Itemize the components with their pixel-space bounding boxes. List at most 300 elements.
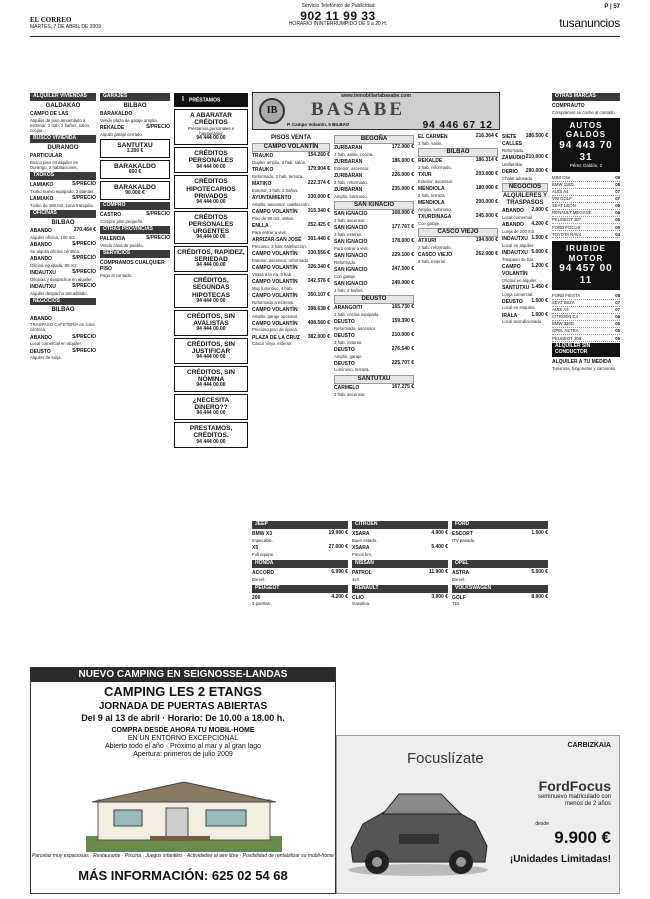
camping-amenities: Parcelas muy espaciosas · Restaurante · Piscina · Juegos infantiles · Actividades al aire libre · Posibilidad de rentabilizar su mobil-home	[32, 853, 334, 859]
page-number: P | 57	[604, 4, 620, 10]
classified-ad[interactable]	[334, 347, 414, 359]
classified-ad[interactable]	[334, 225, 414, 237]
ad-text: 2 hab, terraza.	[418, 192, 446, 198]
ad-price: 3.900 €	[431, 593, 448, 600]
classified-ad[interactable]	[252, 545, 348, 557]
classified-ad[interactable]	[334, 239, 414, 251]
ad-price: 326.340 €	[307, 263, 330, 270]
ad-price: 19.990 €	[328, 529, 348, 536]
classified-ad[interactable]	[502, 155, 548, 167]
loan-ad-box[interactable]	[174, 211, 248, 244]
ad-heading: ABANDO	[502, 221, 524, 228]
loan-ad-box[interactable]	[174, 109, 248, 145]
classified-ad[interactable]	[252, 265, 330, 277]
loan-ad-box[interactable]	[174, 310, 248, 336]
service-block	[268, 4, 408, 28]
ad-heading: ZURBARAN	[334, 172, 363, 179]
listing-year: 07	[615, 307, 620, 313]
ad-heading: ENLLA	[252, 222, 269, 229]
motor-brand-block	[252, 584, 348, 609]
ad-heading: CAMPO VOLANTÍN	[252, 278, 298, 285]
classified-ad[interactable]	[502, 134, 548, 153]
dealer-listing-row[interactable]	[552, 328, 620, 335]
ad-heading: ZURBARAN	[334, 145, 363, 152]
dealer-listing-row[interactable]	[552, 175, 620, 182]
ad-price: 1.500 €	[531, 529, 548, 536]
ad-text: Pago al contado.	[100, 273, 133, 279]
section-header: JEEP	[252, 521, 348, 529]
banner-phone: 94 457 00 11	[559, 263, 613, 286]
ad-heading: CAMPO VOLANTÍN	[252, 250, 298, 257]
listing-model: FORD FIESTA	[552, 293, 581, 299]
classified-ad[interactable]	[334, 211, 414, 223]
classified-ad[interactable]	[502, 313, 548, 325]
ad-price: 1.200 €	[531, 262, 548, 269]
section-header: SERVICIOS	[100, 250, 170, 258]
listing-model: BMW 118D	[552, 182, 574, 188]
ad-price: 27.000 €	[328, 543, 348, 550]
section-header: NEGOCIOS	[30, 298, 96, 306]
classified-ad[interactable]	[418, 172, 498, 184]
listing-model: VW GOLF	[552, 196, 572, 202]
ad-text: Reformado, ascensor.	[334, 325, 377, 331]
ad-text: Lonja comercial.	[502, 291, 534, 297]
ad-heading: XSARA	[352, 544, 370, 551]
classified-ad[interactable]	[30, 228, 96, 240]
classified-ad[interactable]	[334, 281, 414, 293]
section-subheader: PISOS VENTA	[271, 135, 311, 141]
ad-text: Compramos su coche al contado.	[552, 109, 617, 115]
classified-ad[interactable]	[452, 595, 548, 607]
loan-phone: 94 444 00 00	[196, 410, 226, 417]
loan-ad-box[interactable]	[174, 366, 248, 392]
loan-ad-box[interactable]	[174, 274, 248, 307]
ad-price: S/PRECIO	[72, 254, 96, 261]
ad-heading: DEUSTO	[30, 348, 51, 355]
loan-phone: 94 444 00 00	[196, 297, 226, 304]
classified-ad[interactable]	[418, 186, 498, 198]
classified-ad[interactable]	[30, 349, 96, 361]
area-subheader: SANTUTXU	[334, 375, 414, 384]
ad-price: S/PRECIO	[72, 282, 96, 289]
box-price: 1.200 €	[126, 148, 144, 155]
classified-ad[interactable]	[334, 319, 414, 331]
ad-text: Turismos, furgonetas y camiones.	[552, 365, 617, 371]
classified-ad[interactable]	[252, 195, 330, 207]
classified-ad[interactable]	[352, 570, 448, 582]
motor-brand-block	[252, 559, 348, 584]
ad-price: 210.000 €	[525, 153, 548, 160]
loan-ad-box[interactable]	[174, 246, 248, 272]
ad-heading: X5	[252, 544, 259, 551]
classified-ad[interactable]	[502, 222, 548, 234]
classified-ad[interactable]	[100, 212, 170, 224]
ad-price: 5.000 €	[531, 248, 548, 255]
ad-text: Local comercial.	[502, 214, 534, 220]
classified-ad[interactable]	[334, 267, 414, 279]
irubide-motor-banner[interactable]	[552, 241, 620, 289]
dealer-listing-row[interactable]	[552, 182, 620, 189]
ad-price: 154.260 €	[307, 152, 330, 159]
classified-ad[interactable]	[452, 531, 548, 543]
camping-offer: COMPRA DESDE AHORA TU MOBIL-HOME	[111, 726, 255, 734]
classified-ad[interactable]	[252, 223, 330, 235]
newspaper-name: EL CORREO	[30, 16, 72, 24]
ad-heading: ALQUILER A TU MEDIDA	[552, 358, 612, 365]
ad-heading: LAMIAKO	[30, 181, 54, 188]
classified-ad[interactable]	[30, 256, 96, 268]
classified-ad[interactable]	[502, 264, 548, 283]
ad-heading: DEUSTO	[334, 332, 355, 339]
box-title: SANTUTXU	[117, 141, 153, 149]
classified-ad[interactable]	[30, 270, 96, 282]
ad-text: 3 hab, exterior.	[334, 339, 363, 345]
classified-ad[interactable]	[252, 209, 330, 221]
classified-ad[interactable]	[252, 321, 330, 333]
autos-galdos-banner[interactable]	[552, 118, 620, 172]
classified-ad[interactable]	[418, 158, 498, 170]
listing-year: 06	[615, 210, 620, 216]
ad-text: Compro piso pequeño.	[100, 218, 144, 224]
ad-heading: SAN IGNACIO	[334, 224, 368, 231]
listing-year: 08	[615, 293, 620, 299]
ad-heading: EL CARMEN	[418, 134, 448, 140]
ad-heading: CAMPO VOLANTÍN	[252, 320, 298, 327]
classified-ad[interactable]	[418, 252, 498, 264]
classified-ad[interactable]	[334, 305, 414, 317]
ad-text: Unifamiliar.	[502, 161, 524, 167]
ad-text: Vistas a la ría, 3 hab.	[252, 271, 293, 277]
area-subheader: CASCO VIEJO	[418, 228, 498, 237]
ad-heading: TRAUKO	[252, 167, 274, 174]
classified-ad[interactable]	[352, 531, 448, 543]
ad-heading: INDAUTXU	[30, 283, 56, 290]
masthead-rule	[30, 36, 620, 37]
dealer-listing-row[interactable]	[552, 217, 620, 224]
classified-ad[interactable]	[30, 196, 96, 208]
classified-ad[interactable]	[334, 187, 414, 199]
ad-heading: ARRIZAR-SAN JOSÉ	[252, 236, 302, 243]
section-header: COMPRO	[100, 202, 170, 210]
classified-ad[interactable]	[418, 134, 498, 146]
ad-text: Txoko de 190 m2, zona tranquila.	[30, 202, 94, 208]
section-header: VOLKSWAGEN	[452, 585, 548, 593]
listing-model: OPEL ASTRA	[552, 328, 579, 334]
ad-text: Oficinas y despachos en alquiler.	[30, 276, 93, 282]
classified-ad[interactable]	[252, 279, 330, 291]
ad-heading: SAN IGNACIO	[334, 266, 368, 273]
classified-ad[interactable]	[352, 545, 448, 557]
ad-heading: CLIO	[352, 594, 364, 601]
ad-text: Oficina en alquiler.	[502, 277, 538, 283]
ad-heading: TRAUKO	[252, 153, 274, 160]
classified-ad[interactable]	[252, 153, 330, 165]
loan-phone: 94 444 00 00	[196, 354, 226, 361]
column-8	[552, 92, 620, 373]
listing-year: 05	[615, 328, 620, 334]
ad-price: 200.000 €	[475, 198, 498, 205]
basabe-address: P. Campo Volantín, 5 BILBAO	[287, 122, 350, 127]
ad-text: 2 hab, salón, cocina.	[334, 151, 374, 157]
ad-price: S/PRECIO	[72, 240, 96, 247]
classified-ad[interactable]	[552, 359, 620, 371]
ad-heading: ASTRA	[452, 569, 470, 576]
basabe-phone: 94 446 67 12	[422, 120, 493, 130]
classified-ad[interactable]	[30, 242, 96, 254]
dealer-listing-row[interactable]	[552, 335, 620, 342]
ad-heading: INDAUTXU	[502, 235, 528, 242]
camping-feature: Abierto todo el año · Próximo al mar y al gran lago	[104, 743, 262, 751]
ad-text: 3 hab, reformado.	[334, 179, 368, 185]
ad-heading: IRALA	[502, 312, 518, 319]
listing-model: PEUGEOT 206	[552, 335, 582, 341]
ad-heading: CASCO VIEJO	[418, 251, 453, 258]
loan-title: CRÉDITOS, SIN AVALISTAS	[187, 312, 235, 327]
ad-price: 330.000 €	[307, 194, 330, 201]
basabe-banner[interactable]	[252, 92, 500, 130]
banner-title: IRUBIDE MOTOR	[566, 244, 606, 263]
listing-year: 06	[615, 314, 620, 320]
column-1	[30, 92, 96, 362]
classified-ad[interactable]	[252, 251, 330, 263]
ad-text: Amplio, luminoso.	[334, 193, 368, 199]
ad-price: 179.904 €	[307, 166, 330, 173]
ad-price: 290.000 €	[525, 167, 548, 174]
ad-text: Duplex amplio, 3 hab, salón.	[252, 160, 307, 166]
section-header: NISSAN	[352, 560, 448, 568]
section-header: BUSCO VIVIENDA	[30, 135, 96, 143]
section-header: OPEL	[452, 560, 548, 568]
motor-brand-block	[352, 584, 448, 609]
property-box[interactable]	[100, 160, 170, 179]
classified-ad[interactable]	[334, 361, 414, 373]
ad-price: 4.200 €	[331, 593, 348, 600]
classified-ad[interactable]	[334, 385, 414, 397]
section-title: PRÉSTAMOS	[189, 97, 221, 104]
classified-ad[interactable]	[252, 570, 348, 582]
dealer-listing-row[interactable]	[552, 293, 620, 300]
listing-year: 09	[615, 175, 620, 181]
classified-ad[interactable]	[502, 208, 548, 220]
ad-text: Alquiler de piso amueblado a estrenar. 3 hab, 2 baños, salón, cocina.	[30, 117, 91, 133]
ad-text: Oficina equipada, 80 m2.	[30, 262, 78, 268]
listing-model: BMW 320D	[552, 321, 574, 327]
ad-text: 3 hab, salón.	[418, 140, 443, 146]
property-box[interactable]	[100, 181, 170, 200]
classified-ad[interactable]	[502, 299, 548, 311]
ad-price: 8.900 €	[531, 593, 548, 600]
section-subheader: DURANGO	[47, 144, 79, 151]
column-5	[334, 134, 414, 399]
camping-ad[interactable]	[30, 667, 336, 894]
classified-ad[interactable]	[502, 285, 548, 297]
classified-ad[interactable]	[334, 173, 414, 185]
ad-heading: COMPRAUTO	[552, 102, 585, 109]
ad-text: Amplio, ascensor, calefacción.	[252, 201, 310, 207]
classified-ad[interactable]	[252, 335, 330, 347]
listing-model: FORD FOCUS	[552, 224, 581, 230]
loan-ad-box[interactable]	[174, 147, 248, 173]
loan-phone: 94 444 00 00	[196, 163, 226, 170]
basabe-name: BASABE	[311, 99, 406, 120]
ad-text: TDI.	[452, 601, 461, 607]
ad-text: Para entrar a vivir.	[252, 229, 287, 235]
classified-ad[interactable]	[30, 335, 96, 347]
ad-text: Precioso, 3 hab, calefacción.	[252, 243, 307, 249]
ad-heading: BMW X3	[252, 530, 272, 537]
classified-ad[interactable]	[252, 181, 330, 193]
classified-ad[interactable]	[100, 111, 170, 123]
ad-text: Alquilo garaje cerrado.	[100, 131, 143, 137]
column-4	[252, 134, 330, 349]
classified-ad[interactable]	[30, 284, 96, 296]
classified-ad[interactable]	[30, 111, 96, 133]
loan-title: A ABARATAR CRÉDITOS	[190, 112, 232, 127]
loan-ad-box[interactable]	[174, 338, 248, 364]
ad-heading: COMPRAMOS CUALQUIER PISO	[100, 259, 165, 273]
classified-ad[interactable]	[252, 595, 348, 607]
ad-price: 301.440 €	[307, 235, 330, 242]
classified-ad[interactable]	[502, 250, 548, 262]
ad-text: 2 hab, reformado.	[418, 244, 452, 250]
loan-ad-box[interactable]	[174, 394, 248, 420]
ad-price: S/PRECIO	[146, 123, 170, 130]
banner-title: AUTOS GALDÓS	[565, 120, 607, 140]
classified-ad[interactable]	[418, 214, 498, 226]
dealer-listing-row[interactable]	[552, 196, 620, 203]
ad-heading: TXURDINAGA	[418, 213, 452, 220]
box-price: 650 €	[128, 169, 142, 176]
ad-text: Diesel.	[452, 576, 466, 582]
ad-text: Muy luminoso, 4 hab.	[252, 285, 293, 291]
area-subheader: CAMPO VOLANTÍN	[252, 143, 330, 152]
ad-heading: DEUSTO	[502, 298, 523, 305]
classified-ad[interactable]	[418, 200, 498, 212]
classified-ad[interactable]	[100, 125, 170, 137]
ad-text: Alquiler despacho amueblado.	[30, 290, 88, 296]
ad-price: 1.500 €	[531, 234, 548, 241]
ad-heading: SAN IGNACIO	[334, 210, 368, 217]
ad-heading: INDAUTXU	[30, 269, 56, 276]
dealer-listing-row[interactable]	[552, 224, 620, 231]
classified-ad[interactable]	[252, 167, 330, 179]
dealer-listing-row[interactable]	[552, 203, 620, 210]
ad-price: 247.500 €	[391, 265, 414, 272]
loan-ad-box[interactable]	[174, 422, 248, 448]
classified-ad[interactable]	[352, 595, 448, 607]
loan-title: CRÉDITOS PERSONALES URGENTES	[188, 213, 234, 236]
ford-model: FordFocus	[538, 778, 611, 794]
ford-model-detail: seminuevo matriculado con menos de 2 años	[537, 794, 611, 808]
classified-ad[interactable]	[252, 293, 330, 305]
ad-price: 226.000 €	[391, 171, 414, 178]
ad-heading: ABANDO	[502, 207, 524, 214]
classified-ad[interactable]	[30, 182, 96, 194]
ad-heading: PLAZA DE LA CRUZ	[252, 334, 300, 341]
ad-text: 3 hab, exterior.	[418, 258, 447, 264]
classified-ad[interactable]	[252, 307, 330, 319]
ad-price: 180.000 €	[475, 184, 498, 191]
ad-price: 1.500 €	[531, 297, 548, 304]
loan-title: ¿NECESITA DINERO??	[192, 397, 230, 412]
ad-text: Alquiler oficina, 100 m2.	[30, 234, 76, 240]
classified-ad[interactable]	[334, 333, 414, 345]
ad-text: Local en esquina.	[502, 305, 536, 311]
loan-ad-box[interactable]	[174, 175, 248, 208]
ad-price: S/PRECIO	[72, 347, 96, 354]
ad-price: 4.900 €	[431, 529, 448, 536]
camping-setting: EN UN ENTORNO EXCEPCIONAL	[127, 734, 239, 742]
section-header: ALQUILER VIVIENDAS	[30, 93, 96, 101]
property-box[interactable]	[100, 139, 170, 158]
ad-text: Vendo plaza de garaje amplia.	[100, 117, 158, 123]
dealer-listing-row[interactable]	[552, 314, 620, 321]
classified-ad[interactable]	[452, 570, 548, 582]
camping-dates: Del 9 al 13 de abril · Horario: De 10.00 a 18.00 h.	[81, 712, 285, 723]
classified-ad[interactable]	[334, 253, 414, 265]
ad-price: 382.000 €	[307, 333, 330, 340]
service-hours: HORARIO ININTERRUMPIDO DE 9 a 20 H.	[288, 21, 388, 28]
classified-ad[interactable]	[334, 145, 414, 157]
classified-ad[interactable]	[334, 159, 414, 171]
dealer-listing-row[interactable]	[552, 189, 620, 196]
ad-text: 2 hab, ascensor.	[334, 217, 366, 223]
classified-ad[interactable]	[418, 238, 498, 250]
camping-contact[interactable]: MÁS INFORMACIÓN: 625 02 54 68	[78, 868, 288, 883]
ad-heading: ABANDO	[30, 315, 52, 322]
classified-ad[interactable]	[502, 236, 548, 248]
area-subheader: BILBAO	[418, 148, 498, 157]
listing-model: AUDI A4	[552, 189, 569, 195]
ford-from-label: desde	[535, 821, 549, 827]
dealer-listing-row[interactable]	[552, 321, 620, 328]
motor-brand-block	[352, 520, 448, 559]
classified-ad[interactable]	[30, 153, 96, 170]
ad-text: Busco piso en alquiler en Durango, 2 habitaciones.	[30, 159, 79, 170]
classified-ad[interactable]	[100, 236, 170, 248]
ad-heading: DERIO	[502, 168, 518, 175]
classified-ad[interactable]	[552, 103, 620, 115]
mobile-home-illustration	[86, 776, 282, 852]
classified-ad[interactable]	[100, 260, 170, 279]
classified-ad[interactable]	[252, 237, 330, 249]
ad-heading: CASTRO	[100, 211, 122, 218]
ad-price: 186.500 €	[525, 133, 548, 139]
section-subheader: BILBAO	[51, 307, 75, 314]
loan-phone: 94 444 00 00	[196, 325, 226, 332]
ad-price: 262.000 €	[475, 250, 498, 257]
ad-text: TRASPASO CAFETERÍA en zona céntrica.	[30, 322, 95, 333]
dealer-listing-row[interactable]	[552, 210, 620, 217]
column-7	[502, 134, 548, 327]
area-subheader: SAN IGNACIO	[334, 201, 414, 210]
ad-text: Reformado.	[334, 259, 357, 265]
loan-title: CRÉDITOS PERSONALES	[188, 150, 234, 165]
classified-ad[interactable]	[30, 316, 96, 333]
ford-focus-ad[interactable]	[336, 735, 620, 894]
dealer-listing-row[interactable]	[552, 300, 620, 307]
classified-ad[interactable]	[502, 169, 548, 181]
section-header: OTRAS PROVINCIAS	[100, 226, 170, 234]
listing-year: 05	[615, 224, 620, 230]
ford-price: 9.900 €	[554, 828, 611, 847]
dealer-listing-row[interactable]	[552, 231, 620, 238]
dealer-listing-row[interactable]	[552, 307, 620, 314]
listing-year: 08	[615, 182, 620, 188]
camping-opening: Apertura: primeros de julio 2009	[133, 751, 233, 759]
classified-ad[interactable]	[252, 531, 348, 543]
ad-text: 2 hab, ascensor.	[334, 391, 366, 397]
